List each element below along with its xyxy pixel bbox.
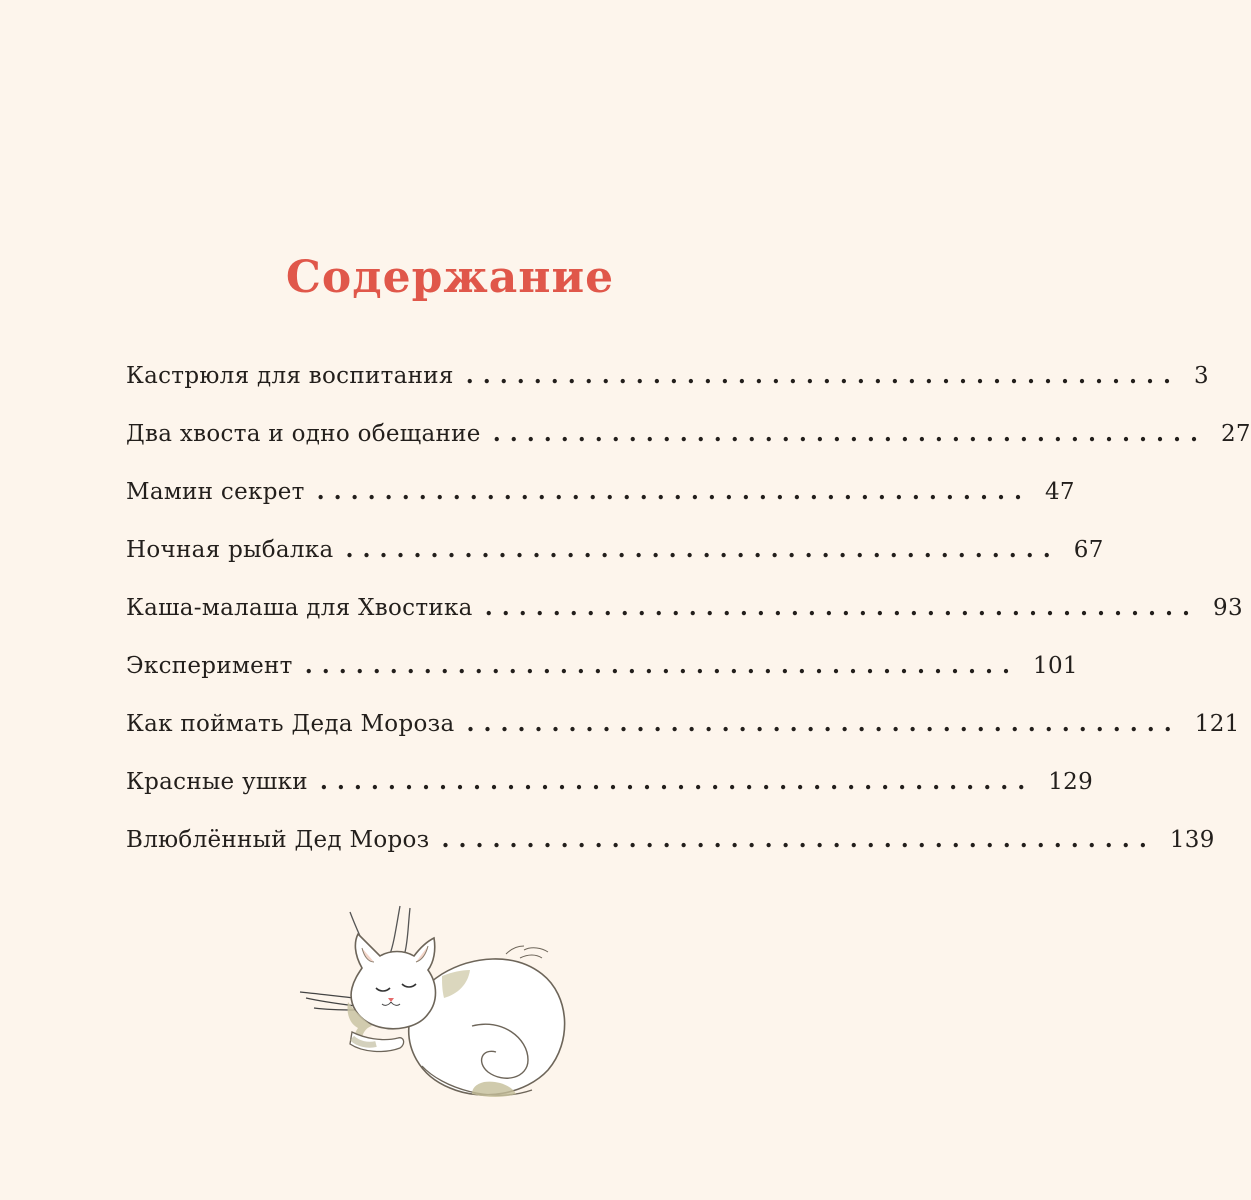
toc-entry-page: 101 xyxy=(1033,653,1078,679)
toc-entry-title: Влюблённый Дед Мороз xyxy=(126,827,430,853)
toc-entry[interactable] xyxy=(126,710,1240,768)
toc-entry[interactable] xyxy=(126,362,1209,420)
toc-entry-title: Кастрюля для воспитания xyxy=(126,363,454,389)
toc-leader-dots: .......................................... xyxy=(345,536,1060,563)
toc-entry-page: 27 xyxy=(1221,421,1251,447)
toc-entry-page: 129 xyxy=(1048,769,1094,795)
toc-entry-page: 47 xyxy=(1044,479,1075,505)
toc-entry-title: Каша-малаша для Хвостика xyxy=(126,595,473,621)
toc-leader-dots: .......................................... xyxy=(484,594,1200,621)
toc-entry[interactable] xyxy=(126,536,1104,594)
toc-entry-page: 93 xyxy=(1213,595,1243,621)
toc-entry-title: Красные ушки xyxy=(126,769,308,795)
toc-entry-page: 121 xyxy=(1194,711,1240,737)
toc-entry[interactable] xyxy=(126,826,1215,884)
toc-leader-dots: .......................................... xyxy=(319,768,1035,795)
toc-entry-page: 67 xyxy=(1073,537,1104,563)
page-title: Содержание xyxy=(285,252,615,303)
toc-leader-dots: .......................................... xyxy=(441,826,1156,853)
sleeping-cat-illustration xyxy=(292,898,582,1118)
toc-entry[interactable] xyxy=(126,478,1075,536)
toc-leader-dots: .......................................... xyxy=(304,652,1020,679)
toc-entry[interactable] xyxy=(126,768,1094,826)
toc-entry-title: Эксперимент xyxy=(126,653,293,679)
toc-entry-title: Ночная рыбалка xyxy=(126,537,334,563)
toc-entry-title: Два хвоста и одно обещание xyxy=(126,421,481,447)
toc-entry-page: 139 xyxy=(1169,827,1215,853)
toc-leader-dots: .......................................... xyxy=(466,710,1181,737)
toc-entry[interactable] xyxy=(126,420,1251,478)
toc-entry-page: 3 xyxy=(1194,363,1209,389)
toc-leader-dots: .......................................... xyxy=(316,478,1031,505)
table-of-contents xyxy=(126,362,1251,884)
toc-leader-dots: .......................................... xyxy=(492,420,1207,447)
toc-entry-title: Как поймать Деда Мороза xyxy=(126,711,455,737)
toc-entry[interactable] xyxy=(126,594,1243,652)
toc-leader-dots: .......................................... xyxy=(465,362,1181,389)
toc-entry[interactable] xyxy=(126,652,1078,710)
toc-entry-title: Мамин секрет xyxy=(126,479,305,505)
